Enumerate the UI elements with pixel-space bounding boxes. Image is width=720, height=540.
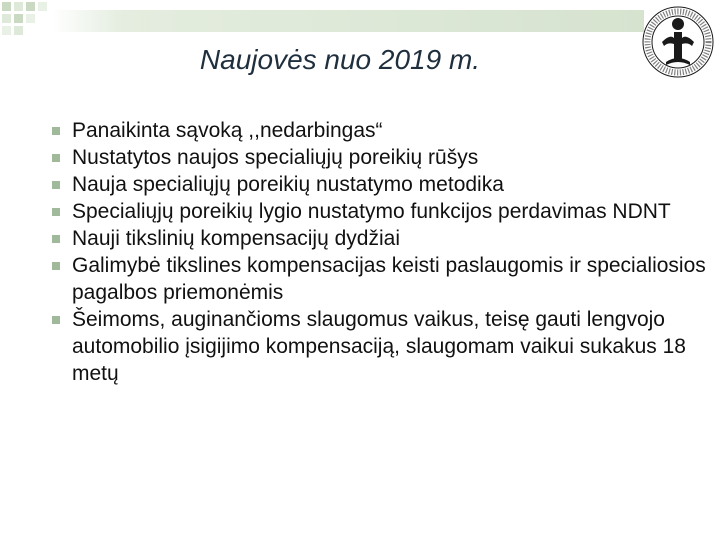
square-bullet-icon [52, 262, 60, 270]
bullet-list [52, 117, 712, 387]
bullet-text: Panaikinta sąvoką ,,nedarbingas“ [72, 119, 383, 142]
bullet-item [52, 306, 712, 387]
square-bullet-icon [52, 154, 60, 162]
bullet-text: Nustatytos naujos specialiųjų poreikių rūšys [72, 146, 479, 169]
bullet-text: Nauji tikslinių kompensacijų dydžiai [72, 227, 400, 250]
bullet-text: Nauja specialiųjų poreikių nustatymo metodika [72, 173, 504, 196]
square-bullet-icon [52, 208, 60, 216]
corner-decoration [0, 0, 56, 44]
bullet-text: Galimybė tikslines kompensacijas keisti paslaugomis ir specialiosios pagalbos priemonėmis [72, 254, 706, 304]
bullet-item [52, 252, 712, 306]
bullet-item [52, 198, 712, 225]
bullet-item [52, 225, 712, 252]
bullet-text: Šeimoms, auginančioms slaugomus vaikus, teisę gauti lengvojo automobilio įsigijimo kompensaciją, slaugomam vaikui sukakus 18 metų [72, 308, 686, 385]
bullet-item [52, 144, 712, 171]
square-bullet-icon [52, 181, 60, 189]
bullet-item [52, 171, 712, 198]
header-band [52, 10, 644, 32]
bullet-item [52, 117, 712, 144]
square-bullet-icon [52, 235, 60, 243]
square-bullet-icon [52, 127, 60, 135]
square-bullet-icon [52, 316, 60, 324]
slide-title: Naujovės nuo 2019 m. [199, 44, 481, 75]
bullet-text: Specialiųjų poreikių lygio nustatymo funkcijos perdavimas NDNT [72, 200, 671, 223]
